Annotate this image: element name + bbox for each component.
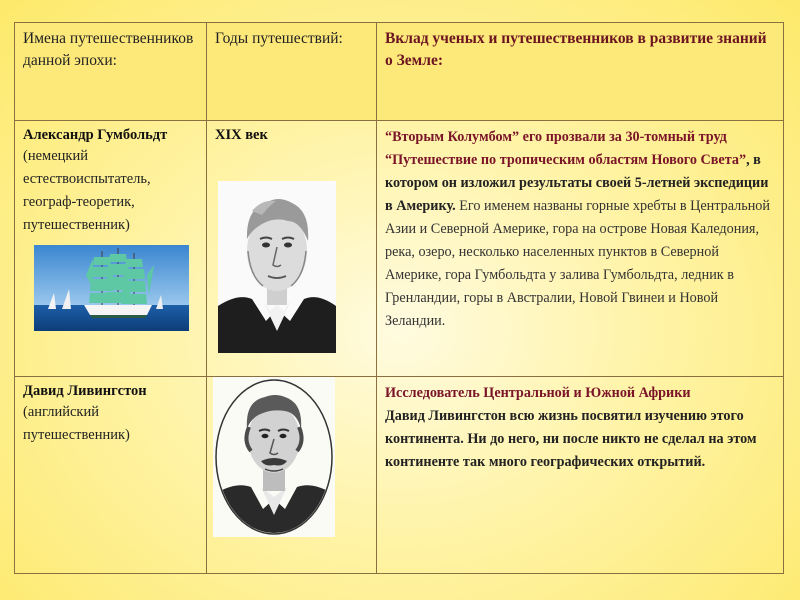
traveler-name: Александр Гумбольдт: [23, 127, 168, 143]
header-names: Имена путешественников данной эпохи:: [15, 23, 207, 121]
contribution-body: Его именем названы горные хребты в Центральной Азии и Северной Америке, гора на острове Новая Каледония, река, озеро, несколько населенных пунктов в Северной Америке, гора Гумбольдта у залива Гумбольдта, ледник в Гренландии, горы в Австралии, Новой Гвинеи и Новой Зеландии.: [385, 198, 770, 329]
traveler-cell-humboldt: [15, 121, 207, 377]
header-row: [15, 23, 784, 121]
livingstone-portrait: [213, 377, 335, 537]
humboldt-portrait: [218, 181, 336, 353]
contribution-bold: Давид Ливингстон всю жизнь посвятил изучению этого континента. Ни до него, ни после никто не сделал на этом континенте так много географических открытий.: [385, 408, 757, 470]
contribution-text: [385, 126, 776, 333]
traveler-description: (английский путешественник): [23, 404, 130, 443]
header-contribution: Вклад ученых и путешественников в развитие знаний о Земле:: [377, 23, 784, 121]
contribution-highlight: Исследователь Центральной и Южной Африки: [385, 385, 691, 401]
table-row: [15, 121, 784, 377]
years-cell-livingstone: [207, 377, 377, 574]
traveler-name: Давид Ливингстон: [23, 383, 147, 399]
contribution-cell-livingstone: [377, 377, 784, 574]
header-years: Годы путешествий:: [207, 23, 377, 121]
sailing-ship-image: [34, 245, 189, 331]
contribution-bold: , в котором он изложил результаты своей 5-летней экспедиции в Америку.: [385, 152, 769, 214]
table-row: [15, 377, 784, 574]
travelers-table: [14, 22, 784, 574]
contribution-highlight: “Вторым Колумбом” его прозвали за 30-томный труд “Путешествие по тропическим областям Нового Света”: [385, 129, 747, 168]
traveler-cell-livingstone: [15, 377, 207, 574]
contribution-cell-humboldt: [377, 121, 784, 377]
years-cell-humboldt: [207, 121, 377, 377]
traveler-description: (немецкий естествоиспытатель, географ-теоретик, путешественник): [23, 148, 151, 233]
travel-years: XIX век: [215, 127, 268, 143]
